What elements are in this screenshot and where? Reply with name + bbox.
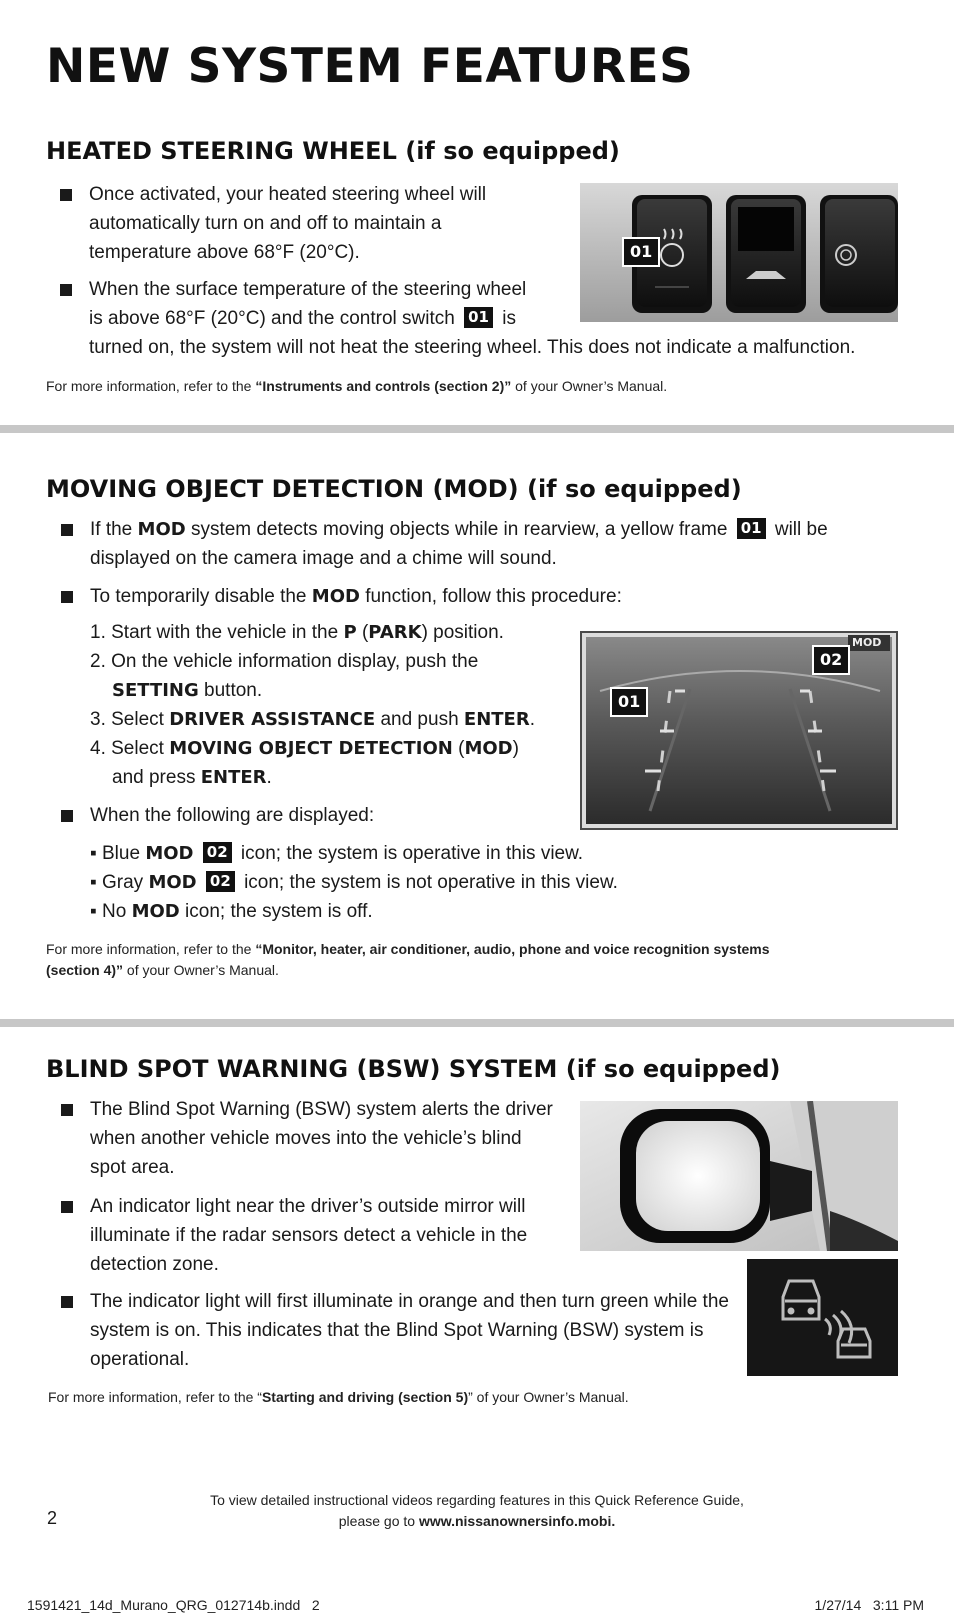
mod-sub-gray: ▪ Gray MOD 02 icon; the system is not operative in this view. <box>90 872 618 893</box>
mod-step-2: 2. On the vehicle information display, push the SETTING button. <box>90 651 479 701</box>
image-callout-badge: 02 <box>812 645 850 675</box>
mod-bullet-2: To temporarily disable the MOD function, follow this procedure: <box>90 582 890 611</box>
heated-bullet-2: When the surface temperature of the steering wheel is above 68°F (20°C) and the control switch 01 is turned on, the system will not heat the steering wheel. This does not indicate a malfunction. <box>89 275 889 362</box>
mod-bullet-3: When the following are displayed: <box>90 801 550 830</box>
callout-badge: 01 <box>737 518 766 539</box>
bsw-indicator-photo <box>747 1259 898 1376</box>
footer-url-link[interactable]: www.nissanownersinfo.mobi. <box>418 1513 616 1529</box>
bullet-square-icon <box>61 524 73 536</box>
mod-heading: MOVING OBJECT DETECTION (MOD) (if so equipped) <box>46 475 742 503</box>
image-callout-badge: 01 <box>610 687 648 717</box>
bsw-mirror-photo <box>580 1101 898 1251</box>
mod-reference-note: For more information, refer to the “Monitor, heater, air conditioner, audio, phone and voice recognition systems (section 4)” of your Owner’s Manual. <box>46 941 770 978</box>
bullet-square-icon <box>61 1104 73 1116</box>
callout-badge: 02 <box>203 842 232 863</box>
file-slug: 1591421_14d_Murano_QRG_012714b.indd 2 <box>27 1597 320 1613</box>
bullet-square-icon <box>61 1296 73 1308</box>
bullet-square-icon <box>61 810 73 822</box>
callout-badge: 02 <box>206 871 235 892</box>
heated-reference-note: For more information, refer to the “Instruments and controls (section 2)” of your Owner’s Manual. <box>46 378 668 394</box>
mod-sub-blue: ▪ Blue MOD 02 icon; the system is operative in this view. <box>90 843 584 864</box>
callout-badge: 01 <box>464 307 493 328</box>
page-title: NEW SYSTEM FEATURES <box>46 39 694 94</box>
print-date: 1/27/14 3:11 PM <box>814 1597 924 1613</box>
footer-video-note: To view detailed instructional videos regarding features in this Quick Reference Guide, please go to www.nissanownersinfo.mobi. <box>210 1492 744 1529</box>
heated-switch-photo <box>580 183 898 322</box>
bsw-bullet-3: The indicator light will first illuminate in orange and then turn green while the system is on. This indicates that the Blind Spot Warning (BSW) system is operational. <box>90 1287 730 1374</box>
mod-step-3: 3. Select DRIVER ASSISTANCE and push ENTER. <box>90 709 535 730</box>
section-divider <box>0 1019 954 1027</box>
page-number: 2 <box>47 1508 58 1528</box>
bullet-square-icon <box>61 591 73 603</box>
bsw-heading: BLIND SPOT WARNING (BSW) SYSTEM (if so equipped) <box>46 1055 781 1083</box>
mod-icon-label: MOD <box>852 636 882 649</box>
bsw-bullet-2: An indicator light near the driver’s outside mirror will illuminate if the radar sensors detect a vehicle in the detection zone. <box>90 1192 560 1279</box>
bullet-square-icon <box>61 1201 73 1213</box>
bullet-square-icon <box>60 284 72 296</box>
mod-camera-photo <box>580 631 898 830</box>
mod-sub-none: ▪ No MOD icon; the system is off. <box>90 901 373 922</box>
bsw-bullet-1: The Blind Spot Warning (BSW) system alerts the driver when another vehicle moves into the vehicle’s blind spot area. <box>90 1095 560 1182</box>
heated-bullet-1: Once activated, your heated steering wheel will automatically turn on and off to maintain a temperature above 68°F (20°C). <box>89 180 509 267</box>
bullet-square-icon <box>60 189 72 201</box>
bsw-reference-note: For more information, refer to the “Starting and driving (section 5)” of your Owner’s Manual. <box>48 1389 629 1405</box>
image-callout-badge: 01 <box>622 237 660 267</box>
mod-step-1: 1. Start with the vehicle in the P (PARK) position. <box>90 622 504 643</box>
section-divider <box>0 425 954 433</box>
mod-step-4: 4. Select MOVING OBJECT DETECTION (MOD) and press ENTER. <box>90 738 519 788</box>
heated-steering-heading: HEATED STEERING WHEEL (if so equipped) <box>46 137 620 165</box>
mod-bullet-1: If the MOD system detects moving objects while in rearview, a yellow frame 01 will be displayed on the camera image and a chime will sound. <box>90 515 890 573</box>
